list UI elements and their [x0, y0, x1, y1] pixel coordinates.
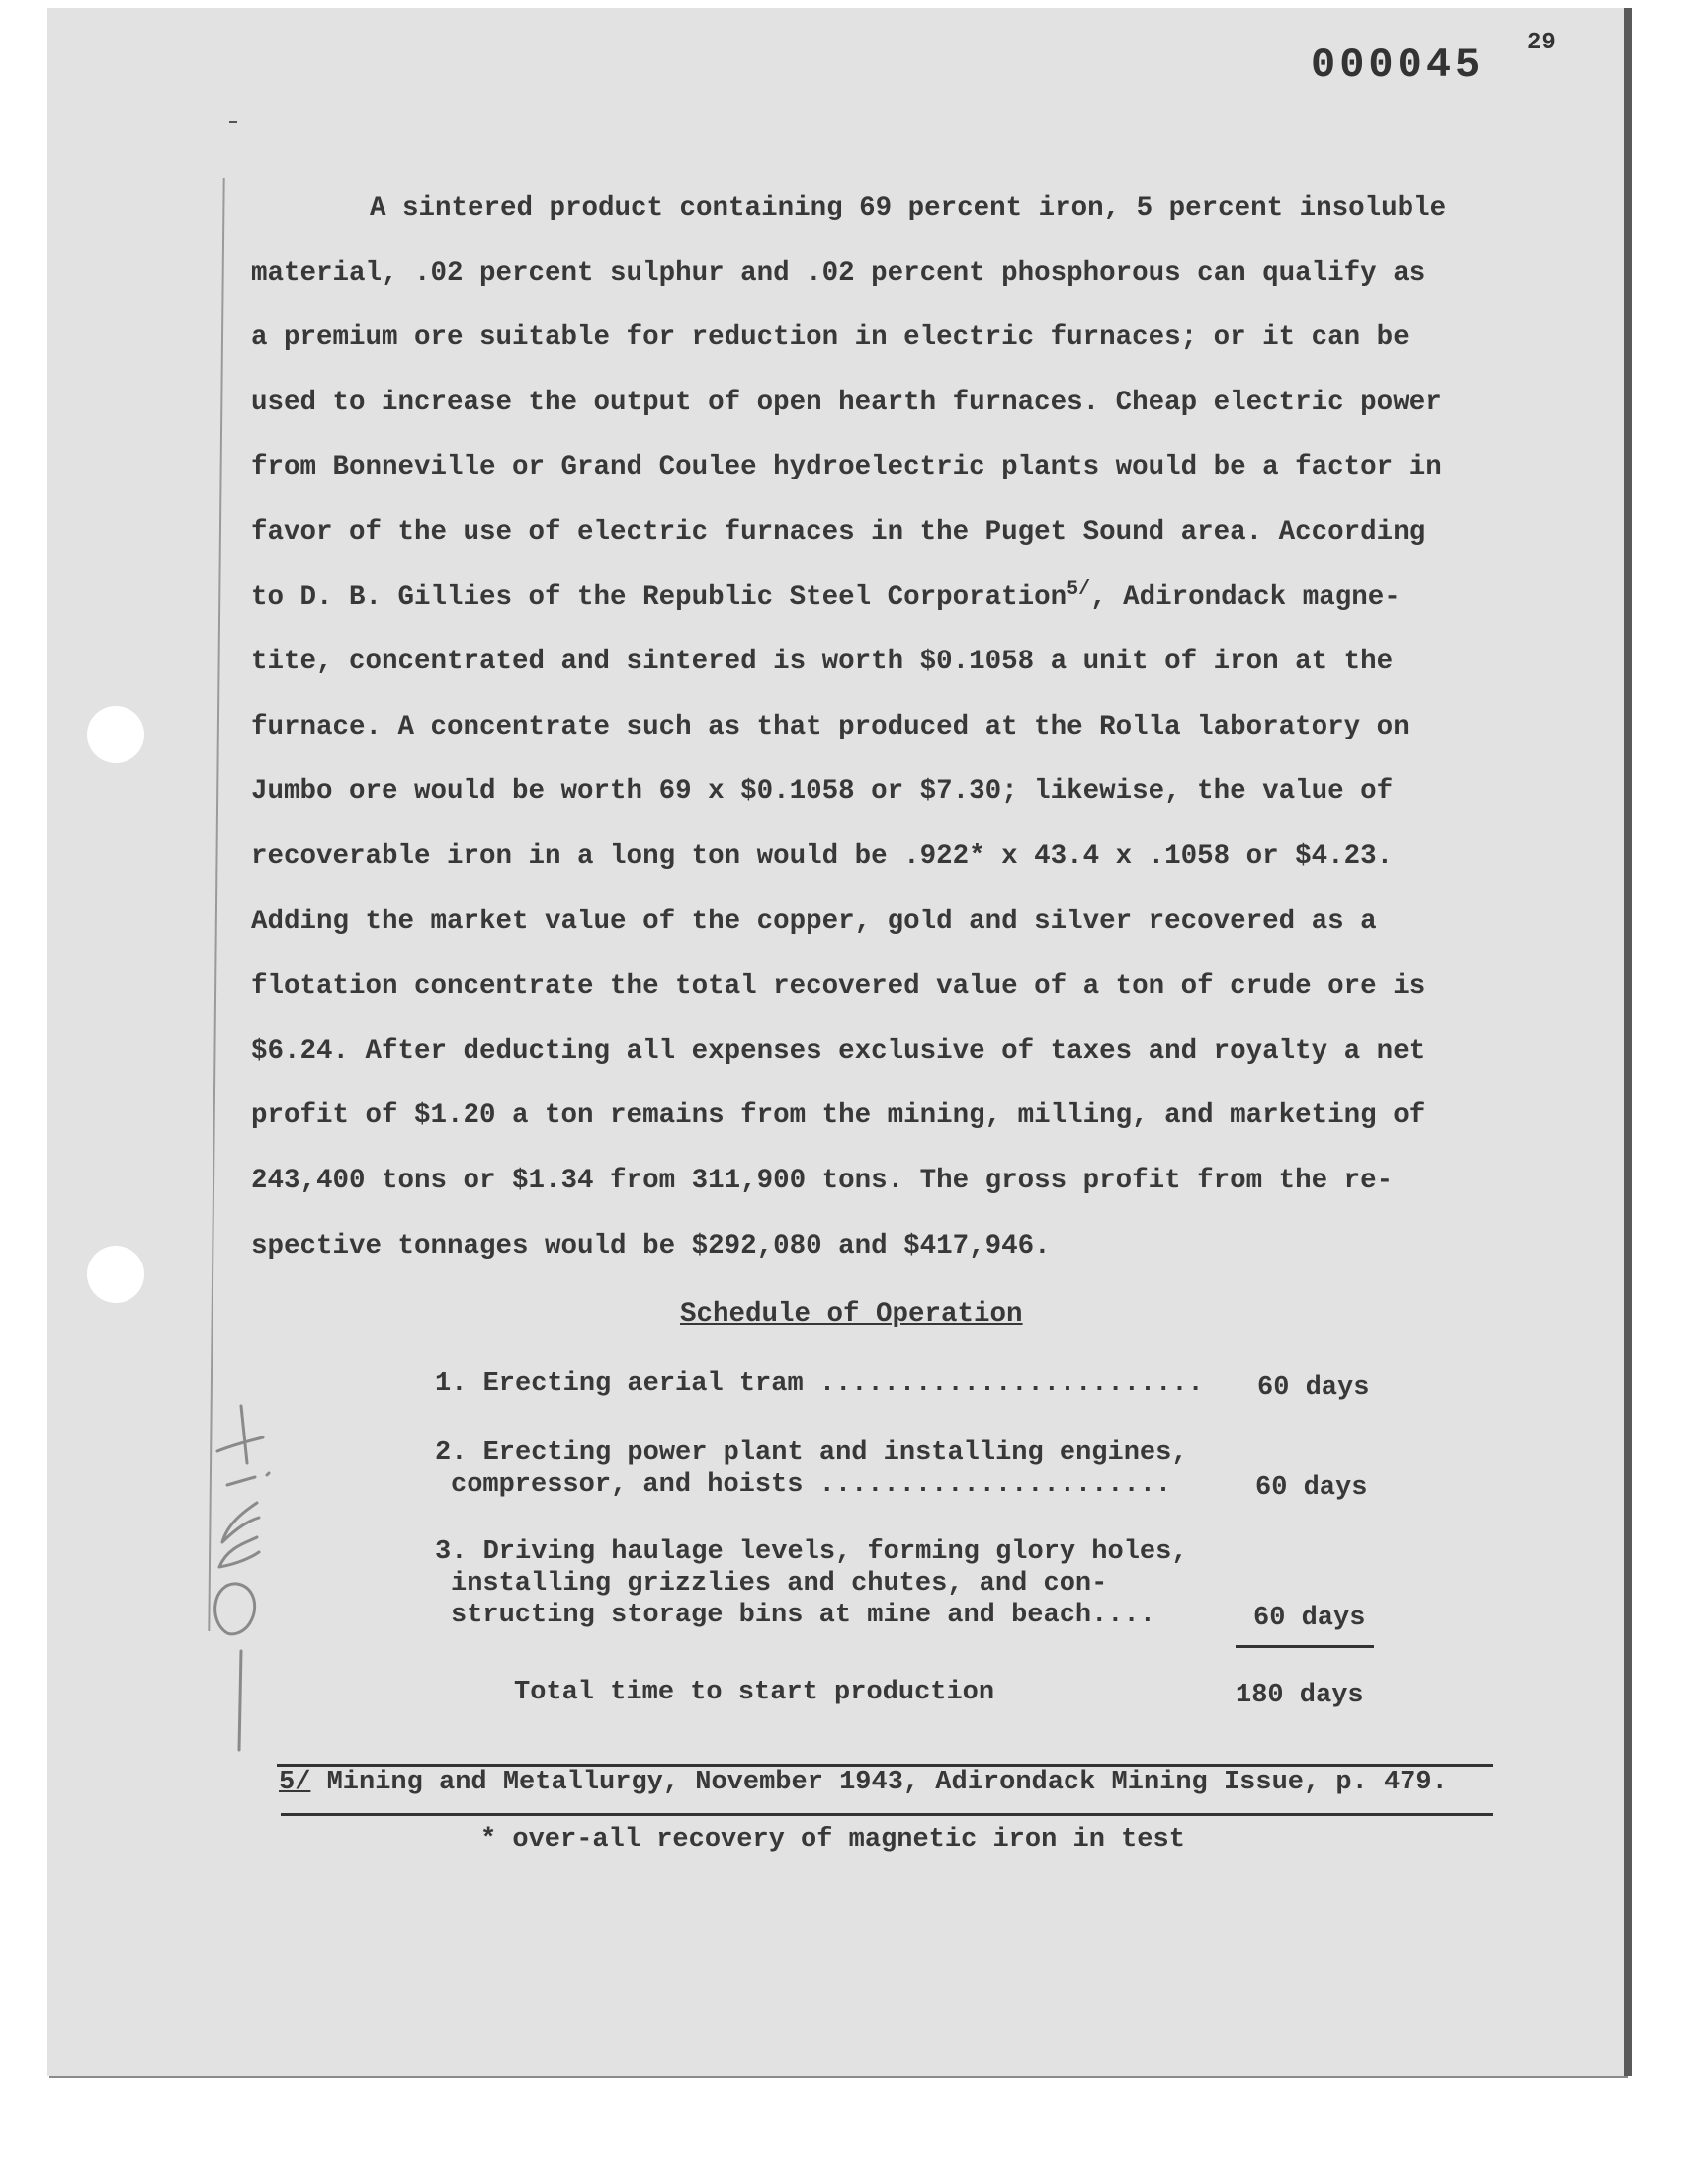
body-line: A sintered product containing 69 percent iron, 5 percent insoluble — [370, 193, 1447, 223]
body-line-with-footnote — [251, 566, 1526, 631]
footnote-rule-bottom — [281, 1813, 1493, 1816]
schedule-item-days: 60 days — [1255, 1473, 1368, 1503]
body-line: profit of $1.20 a ton remains from the mining, milling, and marketing of — [251, 1100, 1426, 1132]
schedule-item-text: compressor, and hoists ...................... — [451, 1470, 1172, 1500]
punch-hole — [87, 1246, 144, 1303]
schedule-item-text: 2. Erecting power plant and installing engines, — [435, 1438, 1188, 1468]
schedule-item-text: installing grizzlies and chutes, and con- — [451, 1569, 1108, 1599]
schedule-item-days: 60 days — [1257, 1373, 1370, 1403]
schedule-total-days: 180 days — [1236, 1681, 1364, 1710]
footnote-reference: 5/ — [1067, 577, 1091, 601]
body-line-text: to D. B. Gillies of the Republic Steel Corporation — [251, 581, 1068, 613]
schedule-item-text: 3. Driving haulage levels, forming glory holes, — [435, 1537, 1188, 1567]
body-line: flotation concentrate the total recovered value of a ton of crude ore is — [251, 971, 1426, 1002]
body-line: from Bonneville or Grand Coulee hydroelectric plants would be a factor in — [251, 452, 1442, 483]
body-line: furnace. A concentrate such as that produced at the Rolla laboratory on — [251, 711, 1409, 742]
body-line: spective tonnages would be $292,080 and $417,946. — [251, 1230, 1051, 1262]
page-edge-shadow — [1624, 8, 1632, 2076]
footnote — [279, 1768, 1448, 1797]
body-line-tail: , Adirondack magne- — [1090, 581, 1401, 613]
body-line: a premium ore suitable for reduction in electric furnaces; or it can be — [251, 322, 1409, 354]
handwritten-omit-annotation — [198, 1354, 287, 1760]
footnote-mark: 5/ — [279, 1768, 311, 1797]
body-line: recoverable iron in a long ton would be .922* x 43.4 x .1058 or $4.23. — [251, 840, 1394, 872]
document-number: 000045 — [1311, 42, 1485, 89]
body-line: favor of the use of electric furnaces in the Puget Sound area. According — [251, 516, 1426, 548]
punch-hole — [87, 706, 144, 763]
schedule-item — [435, 1437, 1188, 1501]
schedule-item-text: structing storage bins at mine and beach.... — [451, 1601, 1155, 1630]
body-line: $6.24. After deducting all expenses exclusive of taxes and royalty a net — [251, 1035, 1426, 1067]
margin-tick-mark — [229, 121, 237, 123]
footnote-rule-top — [277, 1764, 1493, 1767]
schedule-item — [435, 1536, 1188, 1631]
body-line: material, .02 percent sulphur and .02 percent phosphorous can qualify as — [251, 257, 1426, 289]
sum-rule — [1236, 1645, 1374, 1648]
body-paragraph — [251, 176, 1526, 1278]
body-line: tite, concentrated and sintered is worth $0.1058 a unit of iron at the — [251, 647, 1394, 678]
schedule-item-text: 1. Erecting aerial tram ........................ — [435, 1369, 1204, 1399]
footnote-text: Mining and Metallurgy, November 1943, Adirondack Mining Issue, p. 479. — [310, 1768, 1448, 1797]
schedule-item — [435, 1368, 1204, 1400]
page-number: 29 — [1527, 30, 1556, 56]
body-line: Jumbo ore would be worth 69 x $0.1058 or $7.30; likewise, the value of — [251, 776, 1394, 808]
asterisk-note: * over-all recovery of magnetic iron in test — [480, 1825, 1185, 1855]
body-line: Adding the market value of the copper, gold and silver recovered as a — [251, 906, 1377, 937]
schedule-total-label: Total time to start production — [514, 1678, 995, 1707]
body-line: used to increase the output of open hearth furnaces. Cheap electric power — [251, 387, 1442, 418]
schedule-item-days: 60 days — [1253, 1604, 1366, 1633]
body-line: 243,400 tons or $1.34 from 311,900 tons. The gross profit from the re- — [251, 1165, 1394, 1196]
schedule-title: Schedule of Operation — [680, 1299, 1023, 1330]
